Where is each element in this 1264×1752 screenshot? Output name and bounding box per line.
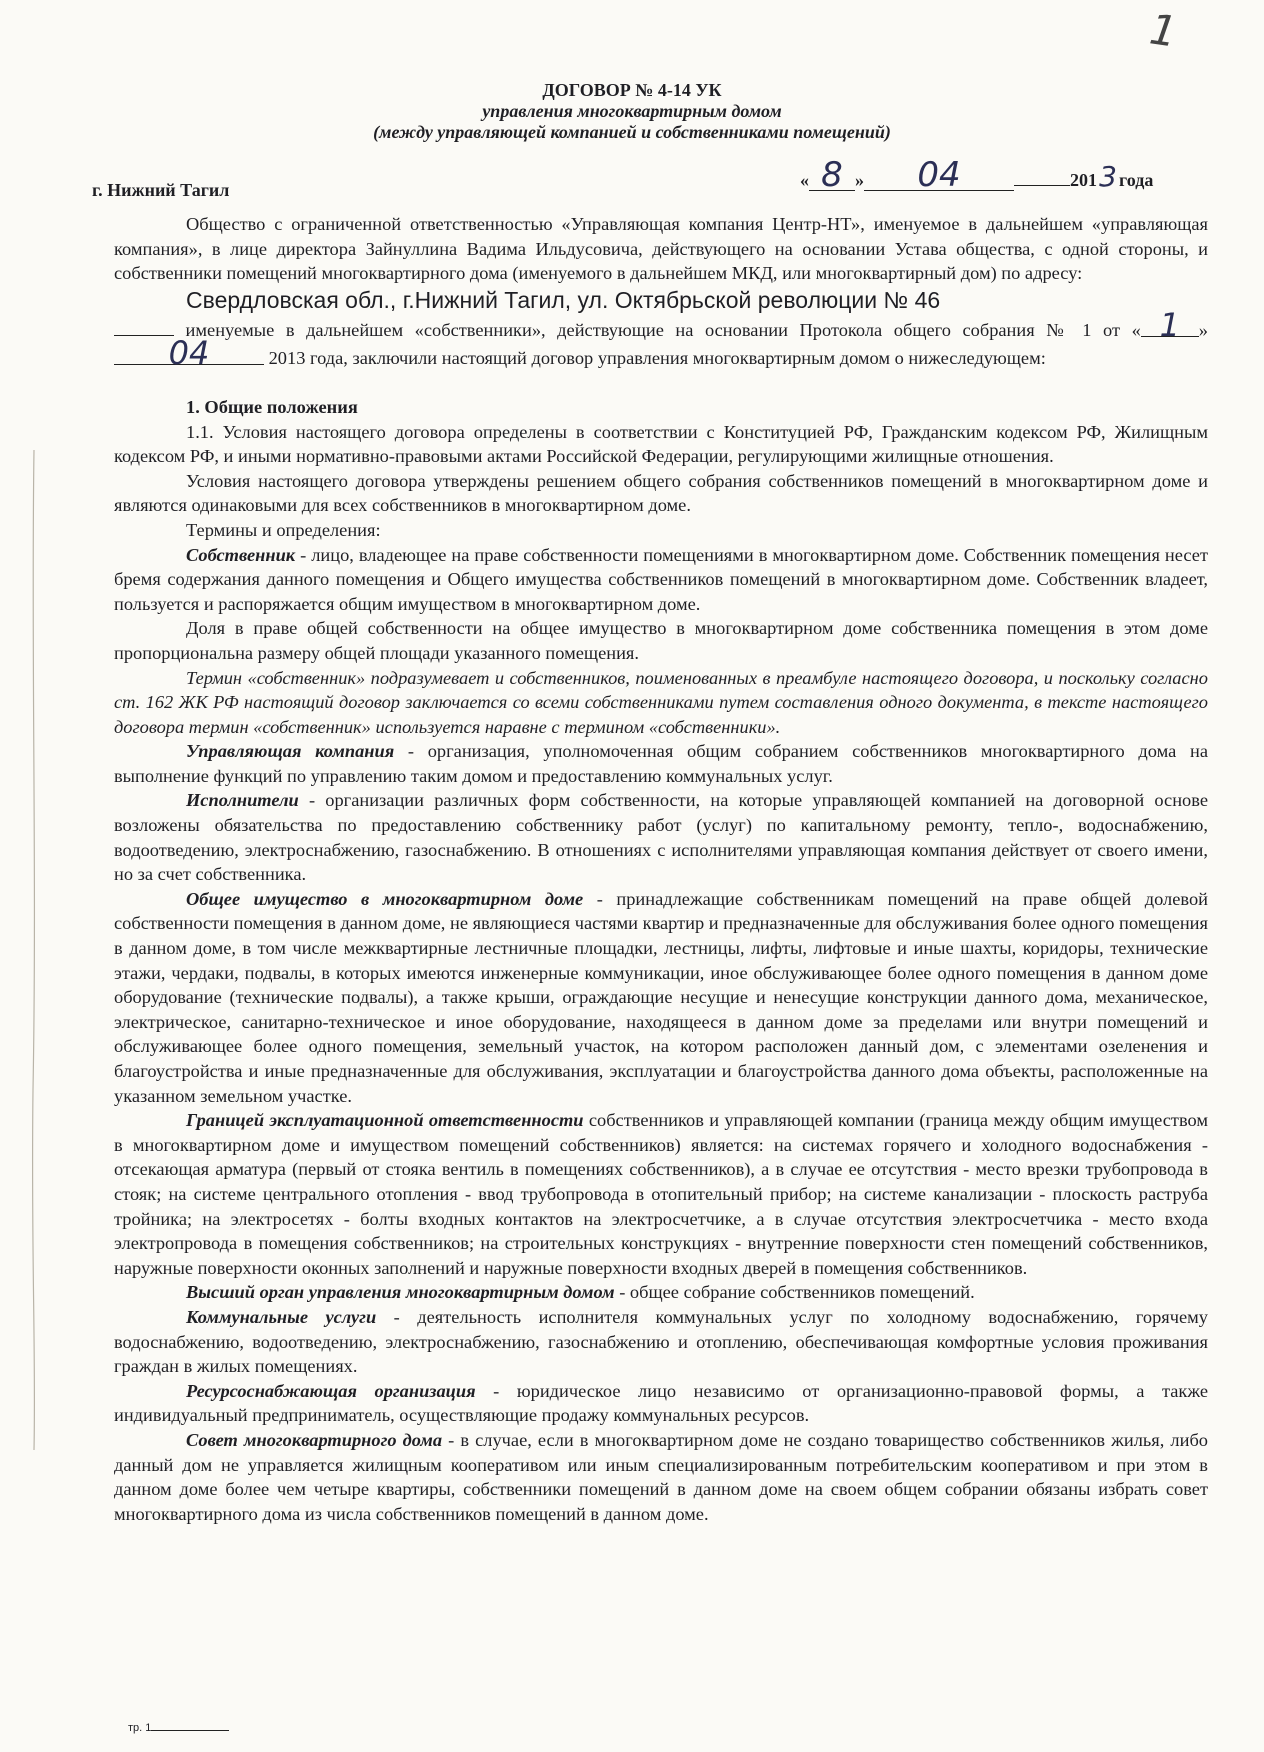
section-heading: 1. Общие положения bbox=[186, 396, 358, 417]
protocol-year: 2013 bbox=[268, 348, 306, 369]
term-utilities: Коммунальные услуги - деятельность исполнителя коммунальных услуг по холодному водоснабжению, горячему водоснабжению, водоотведению, электроснабжению, газоснабжению и отоплению, обеспечивающая комфортные условия проживания граждан в жилых помещениях. bbox=[114, 1306, 1208, 1377]
intro-paragraph: Общество с ограниченной ответственностью «Управляющая компания Центр-НТ», именуемое в дальнейшем «управляющая компания», в лице директора Зайнуллина Вадима Ильдусовича, действующего на основании Устава общества, с одной стороны, и собственники помещений многоквартирного дома (именуемого в дальнейшем МКД, или многоквартирный дом) по адресу: bbox=[114, 214, 1208, 284]
handwritten-page-number: 1 bbox=[1146, 4, 1181, 57]
property-address: Свердловская обл., г.Нижний Тагил, ул. Октябрьской революции № 46 bbox=[186, 286, 941, 313]
protocol-day: 1 bbox=[1141, 314, 1199, 337]
term-supreme-body: Высший орган управления многоквартирным домом - общее собрание собственников помещений. bbox=[186, 1282, 975, 1303]
date-year-digit: 3 bbox=[1099, 160, 1117, 193]
contract-body bbox=[114, 212, 1208, 1526]
city: г. Нижний Тагил bbox=[92, 180, 230, 200]
conditions-paragraph: Условия настоящего договора утверждены решением общего собрания собственников помещений в многоквартирном доме и являются одинаковыми для всех собственников в многоквартирном доме. bbox=[114, 470, 1208, 516]
date-close-quote: » bbox=[855, 170, 864, 190]
contract-subtitle: управления многоквартирным домом bbox=[482, 101, 782, 121]
binding-thread bbox=[30, 450, 38, 1450]
protocol-month: 04 bbox=[114, 342, 264, 365]
date-year-gap bbox=[1014, 185, 1070, 186]
clause-1-1: 1.1. Условия настоящего договора определены в соответствии с Конституцией РФ, Гражданским кодексом РФ, Жилищным кодексом РФ, и иными нормативно-правовыми актами Российской Федерации, регулирующими жилищные отношения. bbox=[114, 421, 1208, 467]
term-executors: Исполнители - организации различных форм собственности, на которые управляющей компанией на договорной основе возложены обязательства по предоставлению собственнику работ (услуг) по капитальному ремонту, тепло-, водоснабжению, водоотведению, электроснабжению, газоснабжению. В отношениях с исполнителями управляющая компания действует от своего имени, но за счет собственника. bbox=[114, 790, 1208, 885]
page-footer: тр. 1 bbox=[128, 1722, 229, 1734]
term-owner: Собственник - лицо, владеющее на праве собственности помещениями в многоквартирном доме. Собственник помещения несет бремя содержания данного помещения и Общего имущества собственников помещений в многоквартирном доме. Собственник владеет, пользуется и распоряжается общим имуществом в многоквартирном доме. bbox=[114, 544, 1208, 614]
terms-heading: Термины и определения: bbox=[186, 519, 381, 540]
date-year-prefix: 201 bbox=[1070, 170, 1097, 190]
term-house-council: Совет многоквартирного дома - в случае, если в многоквартирном доме не создано товарищество собственников жилья, либо данный дом не управляется жилищным кооперативом или иным специализированным потребительским кооперативом и при этом в данном доме более чем четыре квартиры, собственники помещений в данном доме на своем общем собрании обязаны избрать совет многоквартирного дома из числа собственников помещений в данном доме. bbox=[114, 1429, 1209, 1524]
document-title-block bbox=[0, 80, 1264, 143]
contract-date bbox=[800, 155, 1154, 195]
contract-parties-subtitle: (между управляющей компанией и собственниками помещений) bbox=[373, 122, 891, 142]
date-day: 8 bbox=[809, 160, 855, 191]
protocol-pre-underline bbox=[114, 335, 174, 336]
term-resource-organization: Ресурсоснабжающая организация - юридическое лицо независимо от организационно-правовой формы, а также индивидуальный предприниматель, осуществляющие продажу коммунальных ресурсов. bbox=[114, 1380, 1208, 1426]
contract-title: ДОГОВОР № 4-14 УК bbox=[542, 80, 722, 100]
term-responsibility-border: Границей эксплуатационной ответственности собственников и управляющей компании (граница между общим имуществом в многоквартирном доме и имуществом помещений собственников) является: на системах горячего и холодного водоснабжения - отсекающая арматура (первый от стояка вентиль в помещениях собственников), а в случае ее отсутствия - место врезки трубопровода в стояк; на системе центрального отопления - ввод трубопровода в отопительный прибор; на системе канализации - плоскость раструба тройника; на электросетях - болты входных контактов на электросчетчике, а в случае отсутствия электросчетчика - место входа электропровода в помещения собственников; на строительных конструкциях - внутренние поверхности стен помещений собственников, наружные поверхности оконных заполнений и наружные поверхности входных дверей в помещения собственников. bbox=[114, 1110, 1208, 1278]
footer-signature-line bbox=[151, 1730, 229, 1731]
term-note: Термин «собственник» подразумевает и собственников, поименованных в преамбуле настоящего договора, и поскольку согласно ст. 162 ЖК РФ настоящий договор заключается со всеми собственниками путем составления одного документа, в тексте настоящего договора термин «собственник» используется наравне с термином «собственники». bbox=[114, 667, 1208, 737]
share-paragraph: Доля в праве общей собственности на общее имущество в многоквартирном доме собственника помещения в этом доме пропорциональна размеру общей площади указанного помещения. bbox=[114, 618, 1208, 663]
date-month: 04 bbox=[864, 160, 1014, 191]
term-management-company: Управляющая компания - организация, уполномоченная общим собранием собственников многоквартирного дома на выполнение функций по управлению таким домом и предоставлению коммунальных услуг. bbox=[114, 741, 1209, 786]
date-open-quote: « bbox=[800, 170, 809, 190]
protocol-paragraph: именуемые в дальнейшем «собственники», действующие на основании Протокола общего собрания № 1 от « 1 » 04 2013 года, заключили настоящий договор управления многоквартирным домом о нижеследующем: bbox=[114, 314, 1208, 371]
date-suffix: года bbox=[1119, 170, 1154, 190]
term-common-property: Общее имущество в многоквартирном доме - принадлежащие собственникам помещений на праве общей долевой собственности помещения в данном доме, не являющиеся частями квартир и предназначенные для обслуживания более одного помещения в данном доме, в том числе межквартирные лестничные площадки, лестницы, лифты, лифтовые и иные шахты, коридоры, технические этажи, чердаки, подвалы, в которых имеются инженерные коммуникации, иное обслуживающее более одного помещения в данном доме оборудование (технические подвалы), а также крыши, ограждающие несущие и ненесущие конструкции данного дома, механическое, электрическое, санитарно-техническое и иное оборудование, находящееся в данном доме за пределами или внутри помещений и обслуживающее более одного помещения, земельный участок, на котором расположен данный дом, с элементами озеленения и благоустройства и иные предназначенные для обслуживания, эксплуатации и благоустройства данного дома объекты, расположенные на указанном земельном участке. bbox=[114, 888, 1208, 1106]
